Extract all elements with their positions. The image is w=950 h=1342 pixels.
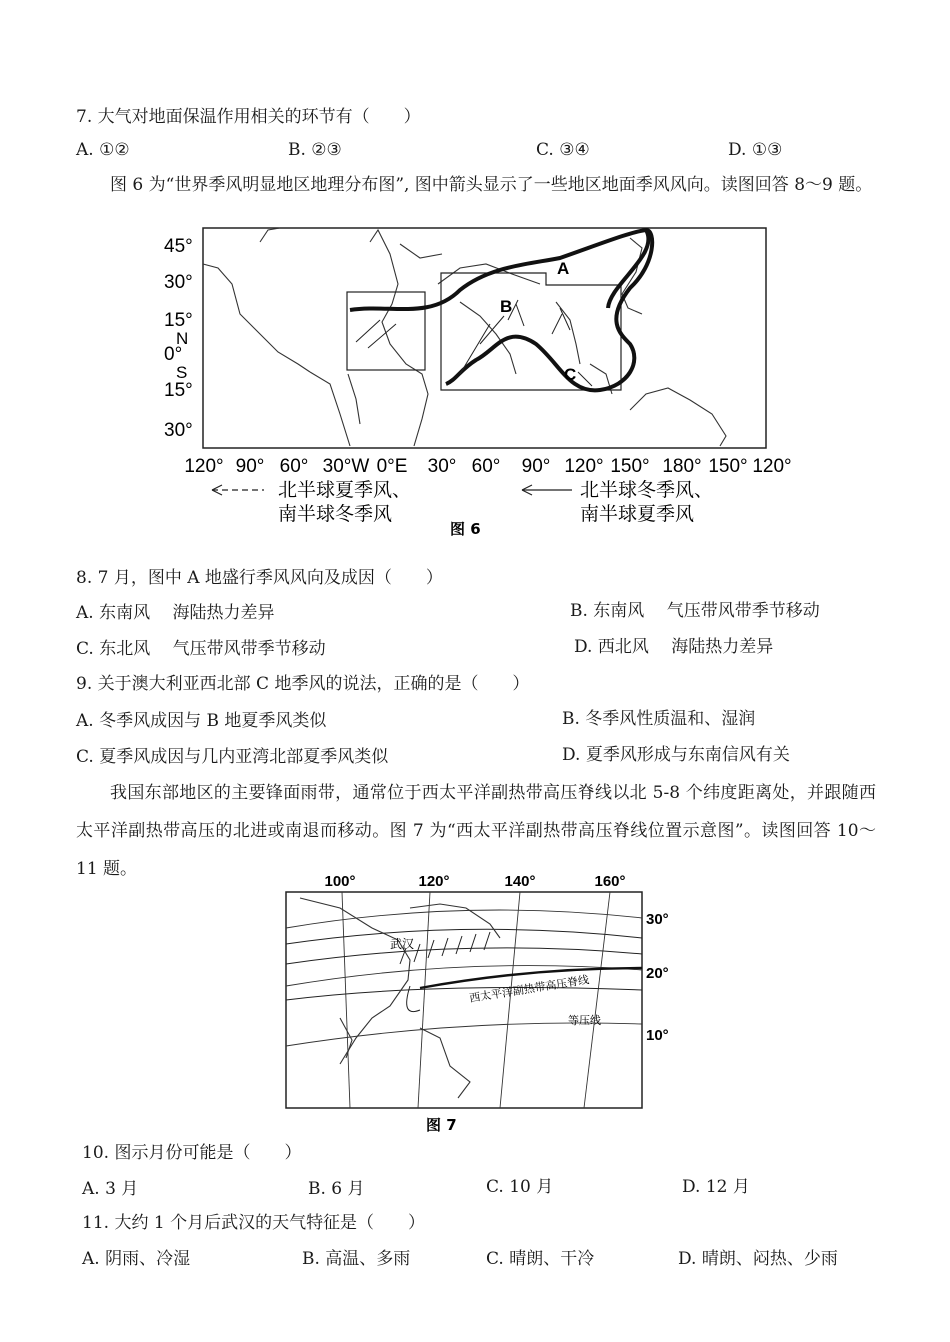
q11-option-d: D. 晴朗、闷热、少雨 bbox=[678, 1249, 838, 1269]
lon-label: 90° bbox=[235, 456, 265, 477]
lon-label: 150° bbox=[708, 456, 748, 477]
legend-left-line1: 北半球夏季风、 bbox=[278, 480, 412, 501]
latitude-labels bbox=[164, 236, 193, 441]
lat-label: 15° bbox=[164, 380, 193, 401]
lon-label: 120° bbox=[184, 456, 224, 477]
lat-label: 15° bbox=[164, 310, 193, 331]
q10-option-a: A. 3 月 bbox=[82, 1179, 139, 1199]
q9-option-b: B. 冬季风性质温和、湿润 bbox=[562, 709, 756, 729]
lon-label: 160° bbox=[594, 873, 626, 890]
north-label: N bbox=[176, 329, 189, 348]
figure-7-subtropical-high-map bbox=[280, 868, 690, 1136]
lat-label: 45° bbox=[164, 236, 193, 257]
point-b-label: B bbox=[500, 297, 513, 316]
lon-label: 90° bbox=[521, 456, 551, 477]
legend-right-line1: 北半球冬季风、 bbox=[580, 480, 714, 501]
q10-stem: 10. 图示月份可能是（ ） bbox=[82, 1143, 302, 1163]
lon-label: 120° bbox=[418, 873, 450, 890]
q7-option-d: D. ①③ bbox=[728, 140, 783, 160]
lon-label: 30°W bbox=[322, 456, 370, 477]
lat-label: 20° bbox=[646, 965, 669, 982]
q7-option-c: C. ③④ bbox=[536, 140, 590, 160]
q8-option-b: B. 东南风 气压带风带季节移动 bbox=[570, 601, 820, 621]
lon-label: 120° bbox=[752, 456, 792, 477]
q11-option-c: C. 晴朗、干冷 bbox=[486, 1249, 595, 1269]
q9-option-a: A. 冬季风成因与 B 地夏季风类似 bbox=[76, 711, 327, 731]
q9-stem: 9. 关于澳大利亚西北部 C 地季风的说法，正确的是（ ） bbox=[76, 674, 530, 694]
q9-option-d: D. 夏季风形成与东南信风有关 bbox=[562, 745, 790, 765]
fig7-lon-labels bbox=[324, 873, 625, 890]
figure-7-caption: 图 7 bbox=[426, 1116, 457, 1134]
q11-option-b: B. 高温、多雨 bbox=[302, 1249, 411, 1269]
lat-label: 30° bbox=[164, 272, 193, 293]
legend-right-line2: 南半球夏季风 bbox=[580, 504, 695, 525]
lon-label: 180° bbox=[662, 456, 702, 477]
longitude-labels bbox=[184, 456, 791, 477]
map-frame bbox=[286, 892, 642, 1108]
lon-label: 140° bbox=[504, 873, 536, 890]
intro-fig7: 我国东部地区的主要锋面雨带，通常位于西太平洋副热带高压脊线以北 5-8 个纬度距离处，并跟随西太平洋副热带高压的北进或南退而移动。图 7 为“西太平洋副热带高压脊线位置示意图”。读图回答 10～11 题。 bbox=[76, 783, 876, 879]
q10-option-c: C. 10 月 bbox=[486, 1177, 554, 1197]
q8-option-c: C. 东北风 气压带风带季节移动 bbox=[76, 639, 326, 659]
q7-stem: 7. 大气对地面保温作用相关的环节有（ ） bbox=[76, 107, 421, 127]
figure-6-monsoon-map bbox=[160, 224, 800, 540]
lon-label: 60° bbox=[471, 456, 501, 477]
lat-label: 30° bbox=[164, 420, 193, 441]
lon-label: 0°E bbox=[376, 456, 408, 477]
point-a-label: A bbox=[557, 259, 570, 278]
q9-option-c: C. 夏季风成因与几内亚湾北部夏季风类似 bbox=[76, 747, 389, 767]
lon-label: 150° bbox=[610, 456, 650, 477]
lon-label: 60° bbox=[279, 456, 309, 477]
q10-option-b: B. 6 月 bbox=[308, 1179, 365, 1199]
q8-option-a: A. 东南风 海陆热力差异 bbox=[76, 603, 275, 623]
fig7-lat-labels bbox=[646, 911, 669, 1044]
lon-label: 120° bbox=[564, 456, 604, 477]
wuhan-label: 武汉 bbox=[390, 937, 415, 951]
isobar-label: 等压线 bbox=[568, 1015, 601, 1027]
intro-fig6: 图 6 为“世界季风明显地区地理分布图”, 图中箭头显示了一些地区地面季风风向。读图回答 8～9 题。 bbox=[110, 175, 873, 195]
lat-label: 30° bbox=[646, 911, 669, 928]
point-c-label: C bbox=[564, 365, 577, 384]
lon-label: 100° bbox=[324, 873, 356, 890]
lat-label: 0° bbox=[164, 344, 183, 365]
lat-label: 10° bbox=[646, 1027, 669, 1044]
q7-option-b: B. ②③ bbox=[288, 140, 342, 160]
q8-option-d: D. 西北风 海陆热力差异 bbox=[574, 637, 774, 657]
legend-left-line2: 南半球冬季风 bbox=[278, 504, 393, 525]
q11-option-a: A. 阴雨、冷湿 bbox=[82, 1249, 191, 1269]
figure-6-caption: 图 6 bbox=[450, 520, 481, 538]
lon-label: 30° bbox=[427, 456, 457, 477]
q8-stem: 8. 7 月，图中 A 地盛行季风风向及成因（ ） bbox=[76, 568, 443, 588]
q7-option-a: A. ①② bbox=[76, 140, 130, 160]
ridge-label: 西太平洋副热带高压脊线 bbox=[468, 974, 590, 1005]
q10-option-d: D. 12 月 bbox=[682, 1177, 750, 1197]
south-label: S bbox=[176, 363, 188, 382]
q11-stem: 11. 大约 1 个月后武汉的天气特征是（ ） bbox=[82, 1213, 426, 1233]
